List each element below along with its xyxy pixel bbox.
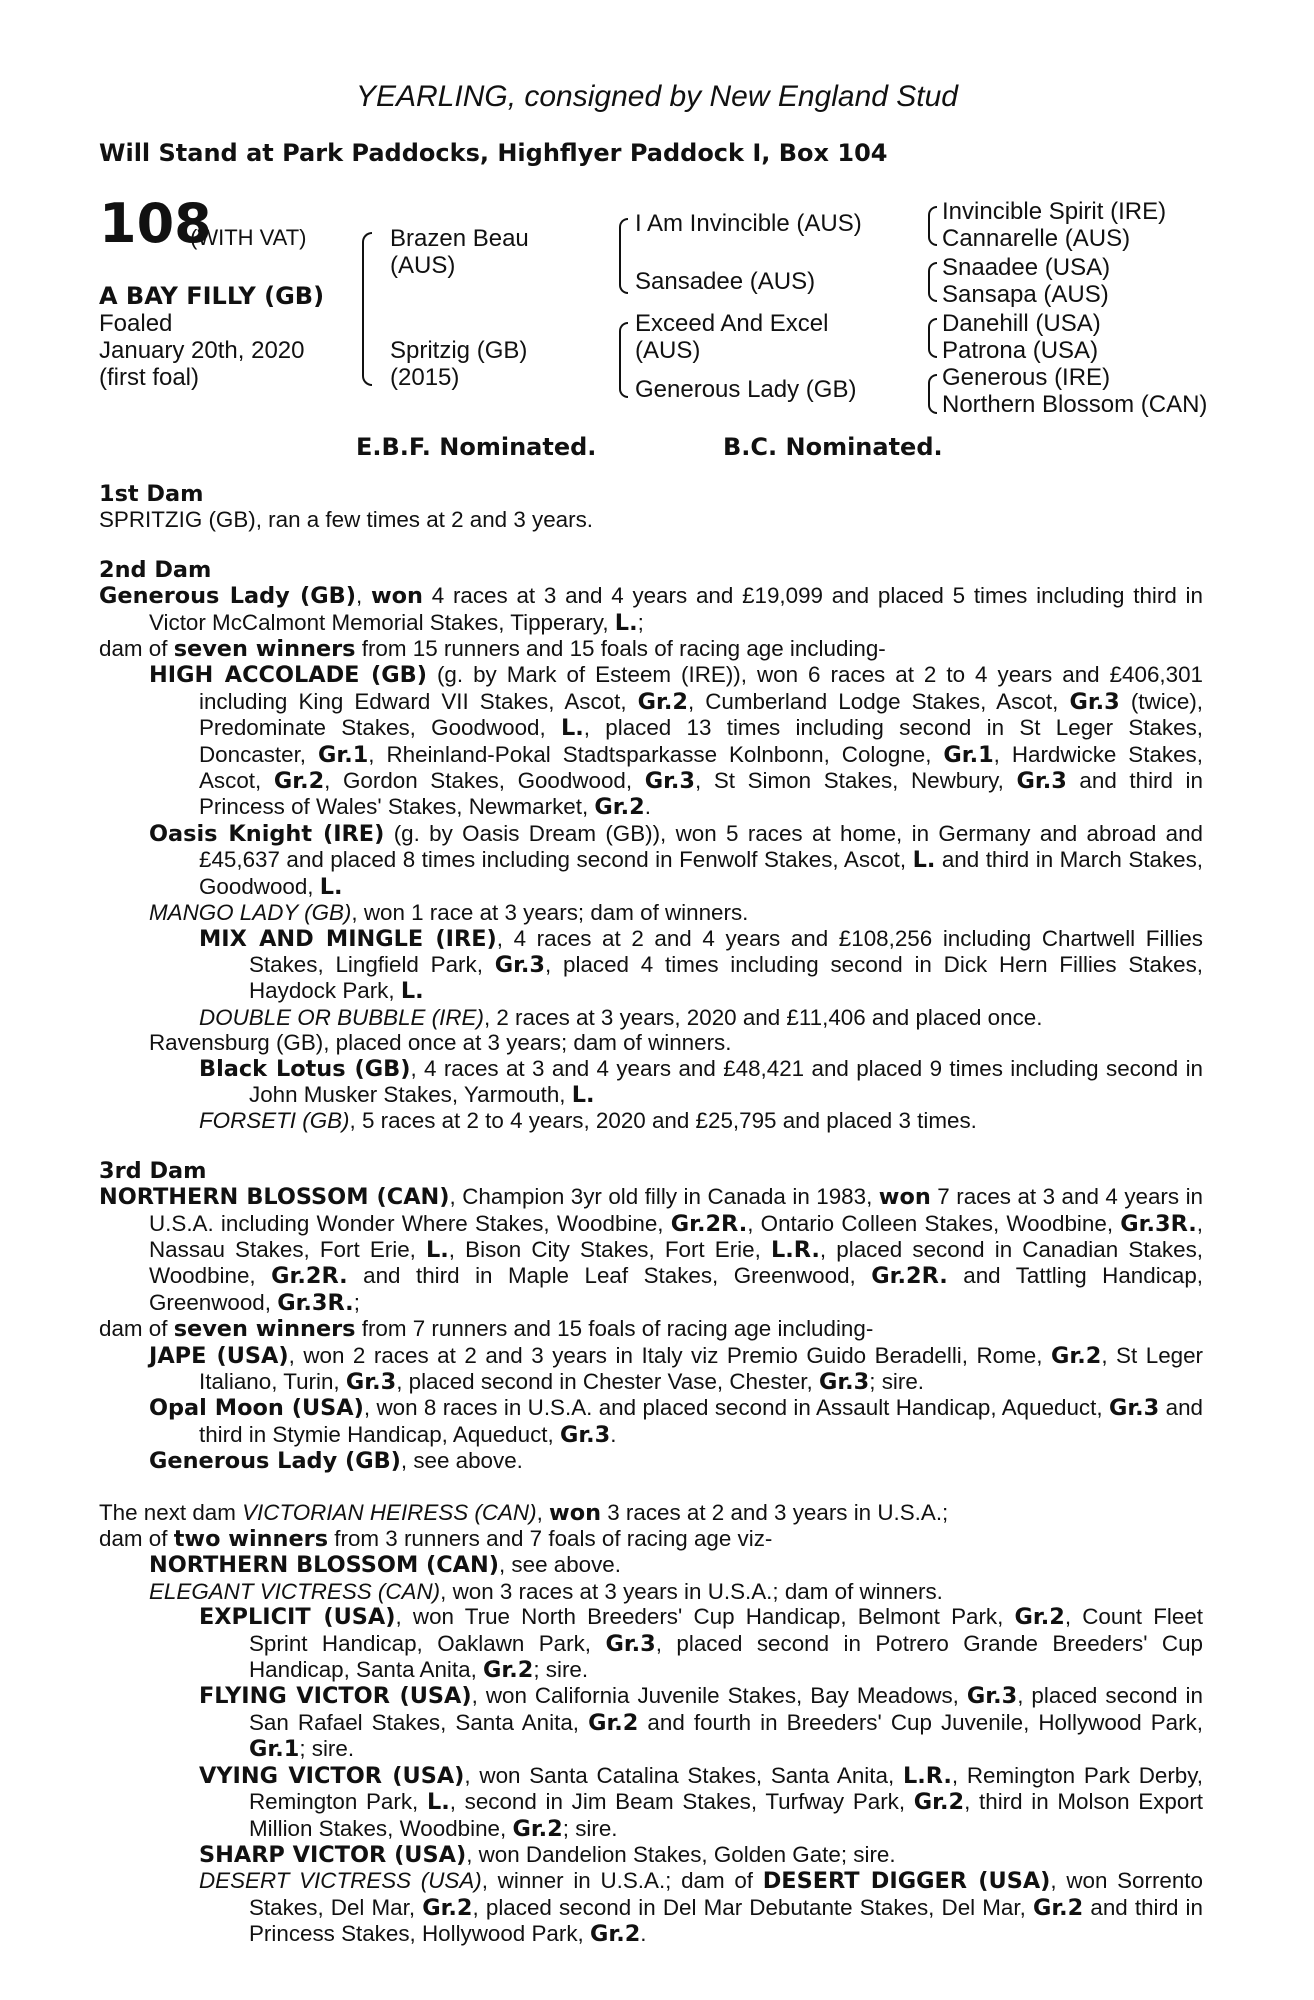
- produce-desert-victress: [99, 1868, 1203, 1947]
- text: , placed second in Del Mar Debutante Stakes, Del Mar,: [472, 1894, 1033, 1920]
- pedigree-brace-main: [362, 232, 372, 386]
- horse-name: NORTHERN BLOSSOM (CAN): [149, 1552, 499, 1579]
- text: , 5 races at 2 to 4 years, 2020 and £25,795 and placed 3 times.: [349, 1108, 977, 1134]
- pedigree-brace-g3-2: [928, 262, 937, 302]
- grade: Gr.3: [644, 768, 696, 795]
- text: 4 races at 3 and 4 years and £19,099 and placed 5 times including third in Victor McCalmont Memorial Stakes, Tipperary,: [149, 583, 1203, 635]
- text: , Hardwicke Stakes, Ascot,: [199, 741, 1203, 794]
- text: ,: [355, 583, 371, 609]
- won-label: won: [878, 1184, 931, 1211]
- first-dam-text: SPRITZIG (GB), ran a few times at 2 and 3 years.: [99, 507, 594, 533]
- text: 3 races at 2 and 3 years in U.S.A.;: [601, 1499, 949, 1525]
- grade: Gr.2R.: [670, 1210, 748, 1237]
- produce-opal-moon: [99, 1395, 1203, 1448]
- grade: L.: [426, 1789, 450, 1816]
- text: , placed second in San Rafael Stakes, Santa Anita,: [249, 1683, 1203, 1735]
- text: , Count Fleet Sprint Handicap, Oaklawn Park,: [249, 1604, 1203, 1656]
- third-dam-heading: 3rd Dam: [99, 1157, 207, 1184]
- foal-note: (first foal): [99, 364, 200, 391]
- produce-sharp-victor: [99, 1842, 1203, 1868]
- foaled-label: Foaled: [99, 310, 173, 337]
- grade: Gr.3: [559, 1421, 611, 1448]
- bc-nomination: B.C. Nominated.: [723, 433, 943, 461]
- horse-name: EXPLICIT (USA): [199, 1604, 396, 1631]
- grade: Gr.3: [345, 1369, 397, 1395]
- consignment-line: YEARLING, consigned by New England Stud: [355, 80, 958, 113]
- produce-oasis-knight: [99, 821, 1203, 900]
- grade: Gr.2: [1014, 1604, 1065, 1631]
- text: (g. by Mark of Esteem (IRE)), won 6 races at 2 to 4 years and £406,301 including King Edward VII Stakes, Ascot,: [199, 662, 1203, 714]
- third-dam-produce-line: [99, 1316, 1203, 1342]
- text: ; sire.: [562, 1815, 618, 1841]
- horse-name: DESERT DIGGER (USA): [762, 1868, 1051, 1895]
- grade: Gr.3: [1016, 768, 1067, 795]
- text: , Bison City Stakes, Fort Erie,: [448, 1236, 771, 1262]
- winners-count: two winners: [173, 1526, 329, 1553]
- grade: L.R.: [902, 1762, 952, 1789]
- grade: Gr.2R.: [271, 1263, 348, 1290]
- dam-name: Spritzig (GB): [390, 337, 528, 364]
- ebf-nomination: E.B.F. Nominated.: [356, 433, 597, 461]
- text: , won 8 races in U.S.A. and placed second in Assault Handicap, Aqueduct,: [363, 1395, 1109, 1421]
- text: ;: [637, 609, 644, 635]
- horse-name: DESERT VICTRESS (USA): [199, 1868, 482, 1894]
- grade: L.: [571, 1081, 595, 1108]
- text: ;: [353, 1289, 360, 1315]
- pedigree-brace-g3-3: [928, 318, 937, 358]
- horse-name: DOUBLE OR BUBBLE (IRE): [199, 1004, 484, 1030]
- horse-name: MIX AND MINGLE (IRE): [199, 925, 497, 952]
- text: , placed 4 times including second in Dick Hern Fillies Stakes, Haydock Park,: [249, 951, 1203, 1004]
- gen3-4: Sansapa (AUS): [942, 281, 1109, 308]
- text: , Cumberland Lodge Stakes, Ascot,: [687, 688, 1070, 714]
- produce-double-or-bubble: [99, 1005, 1203, 1030]
- produce-northern-blossom: [99, 1552, 1203, 1578]
- text: and third in March Stakes, Goodwood,: [199, 847, 1204, 899]
- foaled-date: January 20th, 2020: [99, 337, 305, 364]
- text: , St Leger Italiano, Turin,: [199, 1342, 1204, 1394]
- horse-name: ELEGANT VICTRESS (CAN): [149, 1578, 441, 1604]
- text: , placed second in Chester Vase, Chester,: [396, 1369, 819, 1394]
- text: , won True North Breeders' Cup Handicap, Belmont Park,: [395, 1604, 1015, 1630]
- grade: Gr.2: [594, 794, 645, 821]
- text: , St Simon Stakes, Newbury,: [695, 768, 1017, 794]
- grade: Gr.3R.: [1120, 1210, 1197, 1237]
- text: and fourth in Breeders' Cup Juvenile, Hollywood Park,: [638, 1709, 1204, 1735]
- grade: Gr.3: [1069, 688, 1120, 715]
- text: and third in Maple Leaf Stakes, Greenwood,: [347, 1263, 872, 1289]
- horse-name: FORSETI (GB): [199, 1108, 350, 1134]
- first-dam-heading: 1st Dam: [99, 481, 204, 507]
- grade: Gr.2R.: [871, 1263, 948, 1290]
- text: .: [610, 1421, 617, 1447]
- text: , won Dandelion Stakes, Golden Gate; sire.: [466, 1841, 896, 1867]
- text: , Remington Park Derby, Remington Park,: [249, 1762, 1203, 1815]
- text: and third in Stymie Handicap, Aqueduct,: [199, 1395, 1203, 1447]
- gen2-dam-sire-origin: (AUS): [635, 337, 701, 364]
- grade: Gr.2: [913, 1789, 965, 1816]
- lot-title: A BAY FILLY (GB): [99, 282, 325, 310]
- grade: Gr.1: [249, 1736, 300, 1763]
- grade: Gr.3: [966, 1683, 1018, 1710]
- grade: Gr.2: [588, 1709, 639, 1736]
- horse-name: Oasis Knight (IRE): [149, 820, 385, 847]
- text: , see above.: [498, 1552, 621, 1578]
- text: , Champion 3yr old filly in Canada in 1983,: [449, 1184, 879, 1210]
- won-label: won: [549, 1499, 602, 1526]
- second-dam-heading: 2nd Dam: [99, 556, 212, 583]
- text: , 4 races at 3 and 4 years and £48,421 and placed 9 times including second in John Musker Stakes, Yarmouth,: [249, 1055, 1203, 1107]
- grade: L.: [561, 715, 584, 742]
- text: and Tattling Handicap, Greenwood,: [149, 1263, 1203, 1315]
- text: , placed second in Canadian Stakes, Woodbine,: [149, 1236, 1203, 1289]
- text: ,: [536, 1499, 550, 1525]
- third-dam-section: [99, 1159, 1203, 1475]
- second-dam-entry: [99, 583, 1203, 636]
- produce-flying-victor: [99, 1683, 1203, 1762]
- text: ; sire.: [533, 1657, 589, 1683]
- produce-black-lotus: [99, 1056, 1203, 1109]
- horse-name: Black Lotus (GB): [199, 1055, 411, 1082]
- third-dam-entry: [99, 1184, 1203, 1316]
- pedigree-notes: [99, 482, 1203, 1948]
- gen3-6: Patrona (USA): [942, 337, 1099, 364]
- text: from 3 runners and 7 foals of racing age viz-: [328, 1526, 773, 1552]
- horse-name: SHARP VICTOR (USA): [199, 1841, 467, 1868]
- text: , Nassau Stakes, Fort Erie,: [149, 1210, 1203, 1262]
- grade: Gr.2: [1051, 1342, 1102, 1369]
- grade: L.: [400, 978, 424, 1005]
- grade: L.: [912, 847, 936, 874]
- winners-count: seven winners: [173, 1316, 356, 1343]
- text: , won 2 races at 2 and 3 years in Italy viz Premio Guido Beradelli, Rome,: [288, 1342, 1051, 1368]
- text: (g. by Oasis Dream (GB)), won 5 races at home, in Germany and abroad and £45,637 and placed 8 times including second in Fenwolf Stakes, Ascot,: [199, 820, 1203, 873]
- grade: L.: [426, 1236, 449, 1263]
- first-dam-section: [99, 482, 1203, 533]
- stand-location: Will Stand at Park Paddocks, Highflyer Paddock I, Box 104: [99, 139, 888, 167]
- text: and third in Princess of Wales' Stakes, Newmarket,: [199, 768, 1203, 820]
- grade: Gr.2: [637, 688, 688, 715]
- produce-ravensburg: Ravensburg (GB), placed once at 3 years; dam of winners.: [149, 1030, 732, 1056]
- horse-name: Generous Lady (GB): [149, 1448, 401, 1475]
- text: The next dam: [99, 1499, 243, 1525]
- pedigree-brace-sire: [619, 218, 628, 294]
- vat-note: (WITH VAT): [190, 225, 307, 250]
- produce-generous-lady: [99, 1448, 1203, 1474]
- text: ; sire.: [299, 1736, 355, 1762]
- grade: Gr.2: [512, 1815, 563, 1842]
- grade: Gr.1: [943, 741, 994, 768]
- text: , see above.: [400, 1448, 523, 1474]
- pedigree-brace-dam: [619, 322, 628, 398]
- text: , won Sorrento Stakes, Del Mar,: [249, 1868, 1203, 1920]
- text: from 7 runners and 15 foals of racing age including-: [355, 1316, 874, 1342]
- grade: Gr.2: [422, 1894, 473, 1921]
- grade: Gr.3R.: [277, 1289, 354, 1316]
- horse-name: FLYING VICTOR (USA): [199, 1683, 472, 1710]
- grade: Gr.3: [818, 1369, 870, 1395]
- text: from 15 runners and 15 foals of racing age including-: [355, 636, 886, 662]
- produce-explicit: [99, 1604, 1203, 1683]
- text: , won 3 races at 3 years in U.S.A.; dam of winners.: [440, 1578, 943, 1604]
- text: , third in Molson Export Million Stakes, Woodbine,: [249, 1789, 1203, 1841]
- text: , won California Juvenile Stakes, Bay Meadows,: [471, 1683, 967, 1709]
- produce-mango-lady: [99, 900, 1203, 925]
- lot-number: 108: [99, 192, 212, 255]
- text: , won Santa Catalina Stakes, Santa Anita,: [464, 1762, 903, 1788]
- horse-name: NORTHERN BLOSSOM (CAN): [99, 1184, 450, 1211]
- text: .: [644, 794, 651, 820]
- pedigree-brace-g3-1: [928, 206, 937, 246]
- gen3-5: Danehill (USA): [942, 310, 1101, 337]
- text: dam of: [99, 1526, 174, 1552]
- text: , placed second in Potrero Grande Breeders' Cup Handicap, Santa Anita,: [249, 1630, 1203, 1683]
- text: , Ontario Colleen Stakes, Woodbine,: [747, 1210, 1121, 1236]
- text: , second in Jim Beam Stakes, Turfway Park,: [449, 1789, 914, 1815]
- won-label: won: [370, 583, 423, 610]
- produce-forseti: [99, 1108, 1203, 1133]
- next-dam-section: [99, 1500, 1203, 1948]
- produce-high-accolade: [99, 662, 1203, 820]
- horse-name: JAPE (USA): [149, 1342, 289, 1369]
- text: , won 1 race at 3 years; dam of winners.: [351, 900, 749, 926]
- text: , Gordon Stakes, Goodwood,: [324, 768, 645, 794]
- text: and third in Princess Stakes, Hollywood Park,: [249, 1894, 1203, 1947]
- text: 7 races at 3 and 4 years in U.S.A. including Wonder Where Stakes, Woodbine,: [149, 1184, 1203, 1236]
- text: .: [640, 1921, 647, 1947]
- grade: Gr.3: [605, 1630, 656, 1657]
- second-dam-section: [99, 558, 1203, 1134]
- grade: L.: [319, 873, 343, 900]
- produce-elegant-victress: [99, 1579, 1203, 1604]
- produce-vying-victor: [99, 1763, 1203, 1842]
- gen2-dam-sire: Exceed And Excel: [635, 310, 829, 337]
- grade: Gr.2: [483, 1657, 534, 1684]
- gen2-dam-dam: Generous Lady (GB): [635, 376, 857, 403]
- gen3-7: Generous (IRE): [942, 364, 1111, 391]
- second-dam-produce-line: [99, 636, 1203, 662]
- grade: Gr.3: [1108, 1395, 1160, 1422]
- grade: Gr.2: [589, 1921, 641, 1948]
- next-dam-produce-line: [99, 1526, 1203, 1552]
- grade: Gr.2: [1032, 1894, 1084, 1921]
- gen2-sire-sire: I Am Invincible (AUS): [635, 210, 862, 237]
- sire-name: Brazen Beau: [390, 225, 529, 252]
- grade: L.R.: [770, 1236, 820, 1263]
- horse-name: Opal Moon (USA): [149, 1395, 364, 1422]
- text: dam of: [99, 1316, 174, 1342]
- horse-name: VYING VICTOR (USA): [199, 1762, 465, 1789]
- text: , winner in U.S.A.; dam of: [481, 1868, 763, 1894]
- text: dam of: [99, 636, 174, 662]
- gen3-8: Northern Blossom (CAN): [942, 391, 1208, 418]
- winners-count: seven winners: [173, 636, 356, 663]
- grade: L.: [614, 609, 638, 636]
- pedigree-brace-g3-4: [928, 374, 937, 414]
- horse-name: VICTORIAN HEIRESS (CAN): [242, 1499, 537, 1525]
- dam-year: (2015): [390, 364, 460, 391]
- gen3-2: Cannarelle (AUS): [942, 225, 1131, 252]
- text: ; sire.: [869, 1369, 925, 1394]
- produce-jape: [99, 1343, 1203, 1396]
- gen3-3: Snaadee (USA): [942, 254, 1111, 281]
- horse-name: HIGH ACCOLADE (GB): [149, 662, 427, 689]
- text: , Rheinland-Pokal Stadtsparkasse Kolnbonn, Cologne,: [368, 741, 944, 767]
- grade: Gr.3: [494, 951, 546, 978]
- text: , placed 13 times including second in St Leger Stakes, Doncaster,: [199, 715, 1204, 767]
- horse-name: MANGO LADY (GB): [149, 900, 352, 926]
- gen3-1: Invincible Spirit (IRE): [942, 198, 1167, 225]
- text: , 2 races at 3 years, 2020 and £11,406 and placed once.: [483, 1004, 1043, 1030]
- text: , 4 races at 2 and 4 years and £108,256 including Chartwell Fillies Stakes, Lingfield Park,: [249, 925, 1203, 977]
- text: (twice), Predominate Stakes, Goodwood,: [199, 688, 1203, 741]
- produce-mix-and-mingle: [99, 926, 1203, 1005]
- grade: Gr.1: [317, 741, 369, 768]
- sire-origin: (AUS): [390, 252, 456, 279]
- grade: Gr.2: [273, 768, 325, 795]
- horse-name: Generous Lady (GB): [99, 583, 356, 610]
- gen2-sire-dam: Sansadee (AUS): [635, 268, 816, 295]
- next-dam-entry: [99, 1500, 1203, 1526]
